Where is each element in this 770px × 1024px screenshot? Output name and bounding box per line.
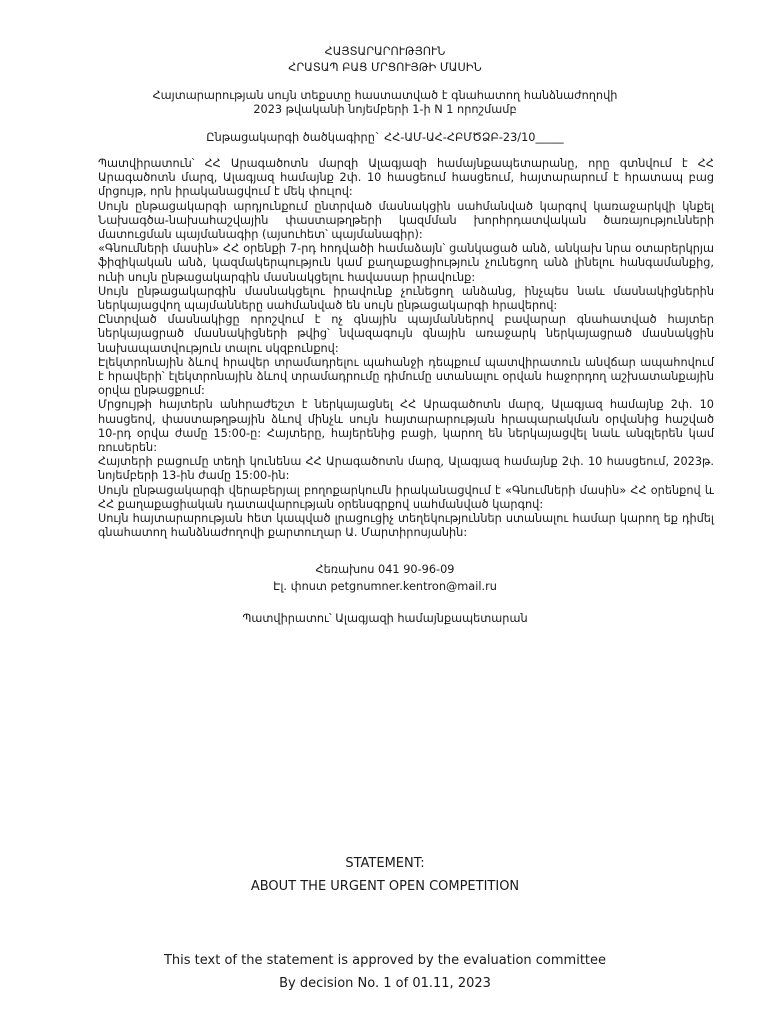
title-line-1: ՀԱՅՏԱՐԱՐՈՒԹՅՈՒՆ [324,45,446,58]
approval-line-1: Հայտարարության սույն տեքստը հաստատված է գնահատող հանձնաժողովի [152,89,618,102]
english-title-line-1: STATEMENT: [345,856,425,871]
paragraph: Սույն ընթացակարգի վերաբերյալ բողոքարկումն իրականացվում է «Գնումների մասին» ՀՀ օրենքով և ՀՀ քաղաքացիական դատավարության օրենսգրքով սահմանված կարգով: [98,483,714,511]
phone-line: Հեռախոս 041 90-96-09 [315,563,455,576]
approval-line-2: 2023 թվականի նոյեմբերի 1-ի N 1 որոշմամբ [253,103,517,116]
english-approval-line-2: By decision No. 1 of 01.11, 2023 [279,976,491,991]
paragraph: «Գնումների մասին» ՀՀ օրենքի 7-րդ հոդվածի համաձայն՝ ցանկացած անձ, անկախ նրա օտարերկրյա ֆիզիկական անձ, կազմակերպություն կամ քաղաքացիություն չունեցող անձ լինելու հանգամանքից, ունի սույն ընթացակարգին մասնակցելու հավասար իրավունք: [98,242,714,284]
paragraph: Պատվիրատուն՝ ՀՀ Արագածոտն մարզի Ալագյազի համայնքապետարանը, որը գտնվում է ՀՀ Արագածոտն մարզ, Ալագյազ համայնք 2փ. 10 հասցեում հասցեում, հայտարարում է հրատապ բաց մրցույթ, որն իրականացվում է մեկ փուլով: [98,157,714,199]
paragraph: Մրցույթի հայտերն անհրաժեշտ է ներկայացնել ՀՀ Արագածոտն մարզ, Ալագյազ համայնք 2փ. 10 հասցեով, փաստաթղթային ձևով մինչև սույն հայտարարության հրապարակման օրվանից հաշված 10-րդ օրվա ժամը 15:00-ը: Հայտերը, հայերենից բացի, կարող են ներկայացվել նաև անգլերեն կամ ռուսերեն: [98,398,714,455]
paragraph: Հայտերի բացումը տեղի կունենա ՀՀ Արագածոտն մարզ, Ալագյազ համայնք 2փ. 10 հասցեում, 2023թ. նոյեմբերի 13-ին ժամը 15:00-ին: [98,455,714,483]
procedure-code: Ընթացակարգի ծածկագիրը` ՀՀ-ԱՄ-ԱՀ-ՀԲՄԾՁԲ-23/10_____ [206,131,564,144]
paragraph: Սույն հայտարարության հետ կապված լրացուցիչ տեղեկություններ ստանալու համար կարող եք դիմել գնահատող հանձնաժողովի քարտուղար Ա. Մարտիրոսյանին: [98,512,714,540]
announcement-body [98,157,714,540]
title-line-2: ՀՐԱՏԱՊ ԲԱՑ ՄՐՑՈՒՅԹԻ ՄԱՍԻՆ [288,61,482,74]
paragraph: Սույն ընթացակարգին մասնակցելու իրավունք չունեցող անձանց, ինչպես նաև մասնակիցներին ներկայացվող պայմանները սահմանված են սույն ընթացակարգի հրավերով: [98,284,714,313]
customer-signature: Պատվիրատու՝ Ալագյազի համայնքապետարան [242,612,528,625]
paragraph: Էլեկտրոնային ձևով հրավեր տրամադրելու պահանջի դեպքում պատվիրատուն անվճար ապահովում է հրավերի՝ էլեկտրոնային ձևով տրամադրումը դիմումը ստանալու օրվան հաջորդող աշխատանքային օրվա ընթացքում: [98,355,714,398]
english-approval-line-1: This text of the statement is approved by the evaluation committee [163,953,607,968]
english-title-line-2: ABOUT THE URGENT OPEN COMPETITION [250,879,520,894]
paragraph: Սույն ընթացակարգի արդյունքում ընտրված մասնակցին սահմանված կարգով կառաջարկվի կնքել Նախագծա-նախահաշվային փաստաթղթերի կազմման խորհրդատվական ծառայությունների մատուցման պայմանագիր (այսուհետ՝ պայմանագիր): [98,199,714,242]
email-line: Էլ. փոստ petgnumner.kentron@mail.ru [273,580,497,593]
paragraph: Ընտրված մասնակիցը որոշվում է ոչ գնային պայմաններով բավարար գնահատված հայտեր ներկայացրած մասնակիցների թվից՝ նվազագույն գնային առաջարկ ներկայացրած մասնակցին նախապատվություն տալու սկզբունքով: [98,313,714,355]
